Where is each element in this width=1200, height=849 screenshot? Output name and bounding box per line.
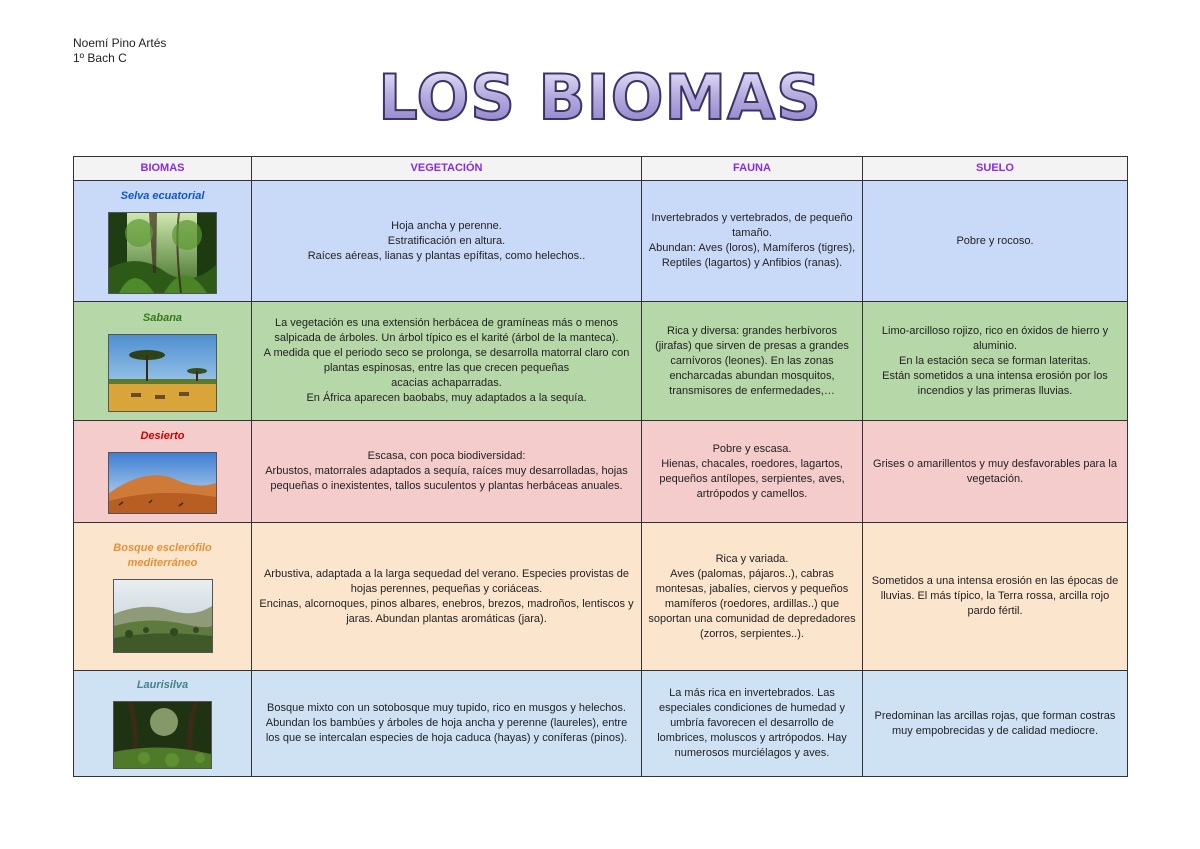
table-row [74, 302, 1128, 421]
suelo-cell [863, 671, 1128, 777]
vegetacion-text: Arbustiva, adaptada a la larga sequedad del verano. Especies provistas de hojas perennes, pequeñas y coriáceas. Encinas, alcornoques, pinos albares, enebros, brezos, madroños, lentiscos y jaras. Abundan plantas aromáticas (jara). [259, 567, 634, 625]
fauna-text: Pobre y escasa. Hienas, chacales, roedores, lagartos, pequeños antílopes, serpientes, aves, artrópodos y camellos. [659, 442, 845, 500]
suelo-text: Sometidos a una intensa erosión en las épocas de lluvias. El más típico, la Terra rossa, arcilla rojo pardo fértil. [871, 575, 1119, 617]
vegetacion-cell [252, 302, 642, 421]
fauna-cell [642, 181, 863, 302]
header-suelo: SUELO [863, 157, 1128, 181]
author-info [73, 36, 166, 66]
fauna-cell [642, 671, 863, 777]
table-row [74, 181, 1128, 302]
biome-cell [74, 181, 252, 302]
fauna-cell [642, 421, 863, 523]
table-header-row [74, 157, 1128, 181]
biomes-table [73, 156, 1128, 777]
vegetacion-cell [252, 421, 642, 523]
fauna-cell [642, 523, 863, 671]
author-name: Noemí Pino Artés [73, 36, 167, 50]
biome-name: Laurisilva [136, 679, 189, 691]
biome-name: Sabana [142, 311, 183, 324]
desert-photo [108, 452, 217, 514]
suelo-text: Limo-arcilloso rojizo, rico en óxidos de hierro y aluminio. En la estación seca se forman lateritas. Están sometidos a una intensa erosión por los incendios y las primeras lluvias. [881, 324, 1109, 397]
suelo-text: Grises o amarillentos y muy desfavorables para la vegetación. [873, 457, 1117, 485]
table-row [74, 671, 1128, 777]
suelo-cell [863, 523, 1128, 671]
page-title [0, 61, 1200, 134]
table-row [74, 523, 1128, 671]
mediterranean-forest-photo [113, 579, 213, 653]
class-name: 1º Bach C [73, 51, 127, 65]
laurel-forest-photo [113, 701, 212, 769]
header-fauna: FAUNA [642, 157, 863, 181]
vegetacion-text: Bosque mixto con un sotobosque muy tupido, rico en musgos y helechos. Abundan los bambúes y árboles de hoja ancha y perenne (laureles), entre los que se intercalan especies de hoja caduca (hayas) y coníferas (pinos). [265, 702, 628, 744]
page-title-text: LOS BIOMAS [378, 61, 822, 134]
biome-cell [74, 421, 252, 523]
vegetacion-cell [252, 523, 642, 671]
vegetacion-cell [252, 181, 642, 302]
fauna-text: Invertebrados y vertebrados, de pequeño tamaño. Abundan: Aves (loros), Mamíferos (tigres), Reptiles (lagartos) y Anfibios (ranas). [648, 212, 856, 269]
header-biomas: BIOMAS [74, 157, 252, 181]
biome-cell [74, 671, 252, 777]
suelo-cell [863, 302, 1128, 421]
biome-name: Bosque esclerófilo mediterráneo [113, 541, 212, 569]
header-vegetacion: VEGETACIÓN [252, 157, 642, 181]
fauna-text: La más rica en invertebrados. Las especiales condiciones de humedad y umbría favorecen el desarrollo de lombrices, moluscos y artrópodos. Hay numerosos murciélagos y aves. [657, 687, 847, 759]
table-row [74, 421, 1128, 523]
biome-cell [74, 302, 252, 421]
fauna-text: Rica y diversa: grandes herbívoros (jirafas) que sirven de presas a grandes carnívoros (leones). En las zonas encharcadas abundan mosquitos, transmisores de enfermedades,… [655, 324, 849, 397]
rainforest-photo [108, 212, 217, 294]
fauna-text: Rica y variada. Aves (palomas, pájaros..), cabras montesas, jabalíes, ciervos y pequeños mamíferos (roedores, ardillas..) que soportan una comunidad de depredadores (zorros, serpientes..). [648, 552, 856, 640]
biome-cell [74, 523, 252, 671]
suelo-cell [863, 181, 1128, 302]
vegetacion-text: Hoja ancha y perenne. Estratificación en altura. Raíces aéreas, lianas y plantas epífitas, como helechos.. [307, 219, 586, 262]
biome-name: Desierto [140, 430, 185, 442]
vegetacion-text: Escasa, con poca biodiversidad: Arbustos, matorrales adaptados a sequía, raíces muy desarrolladas, hojas pequeñas o inexistentes, tallos suculentos y plantas herbáceas anuales. [265, 450, 628, 492]
biome-name: Selva ecuatorial [120, 189, 205, 202]
vegetacion-cell [252, 671, 642, 777]
suelo-text: Pobre y rocoso. [956, 234, 1034, 247]
suelo-text: Predominan las arcillas rojas, que forman costras muy empobrecidas y de calidad mediocre. [874, 709, 1116, 737]
suelo-cell [863, 421, 1128, 523]
savanna-photo [108, 334, 217, 412]
fauna-cell [642, 302, 863, 421]
vegetacion-text: La vegetación es una extensión herbácea de gramíneas más o menos salpicada de árboles. Un árbol típico es el karité (árbol de la manteca). A medida que el periodo seco se prolonga, se desarrolla matorral claro con plantas espinosas, entre las que crecen pequeñas acacias achaparradas. En África aparecen baobabs, muy adaptados a la sequía. [263, 317, 630, 404]
